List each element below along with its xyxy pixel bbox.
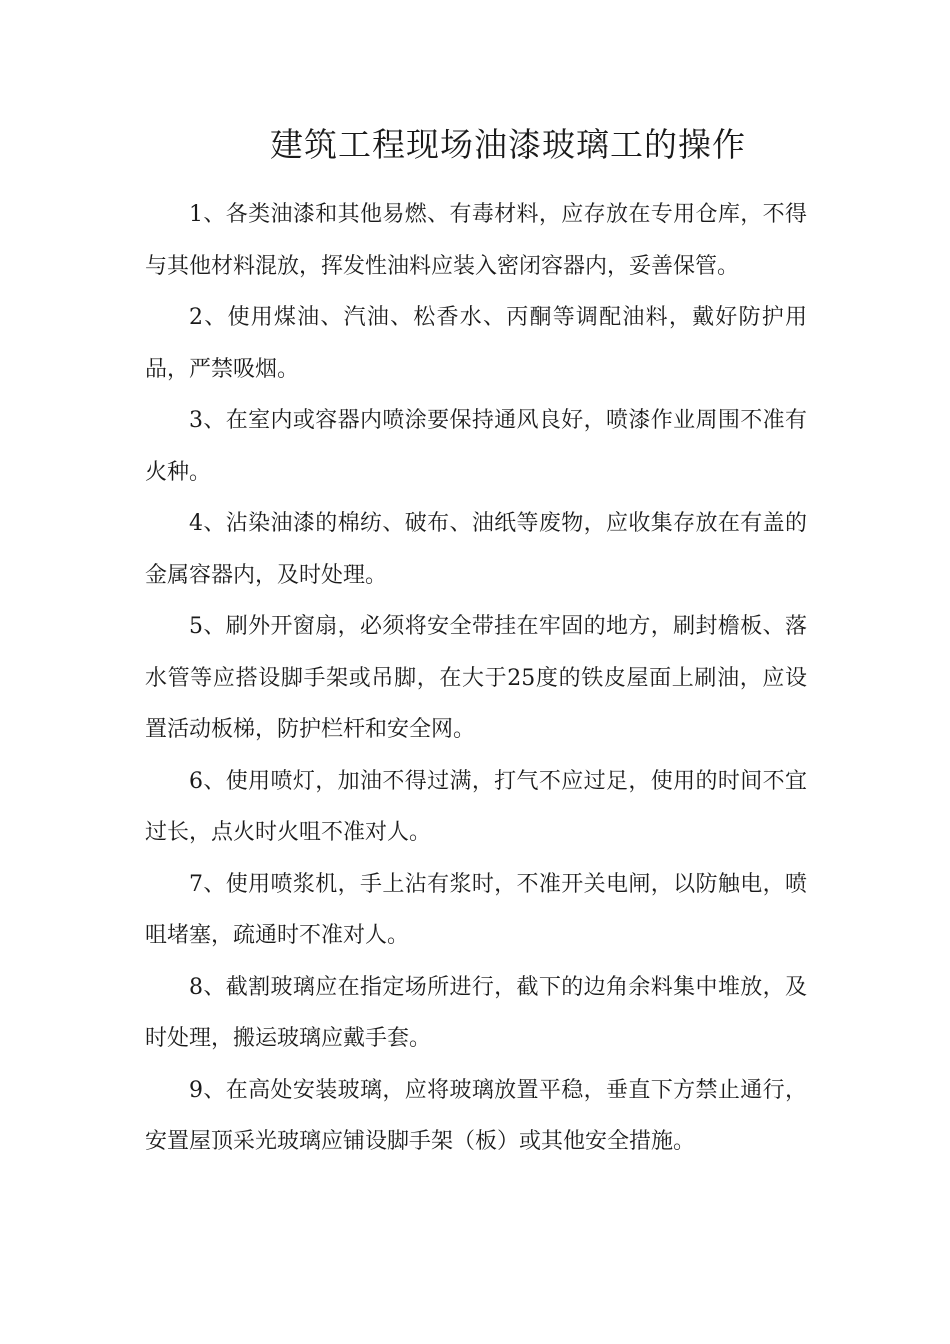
rules-list — [145, 189, 807, 1168]
document-title: 建筑工程现场油漆玻璃工的操作 — [270, 125, 746, 164]
rule-item-9: 9、在高处安装玻璃，应将玻璃放置平稳，垂直下方禁止通行，安置屋顶采光玻璃应铺设脚手架（板）或其他安全措施。 — [145, 1077, 807, 1154]
rule-item-3: 3、在室内或容器内喷涂要保持通风良好，喷漆作业周围不准有火种。 — [145, 408, 807, 485]
rule-item-7: 7、使用喷浆机，手上沾有浆时，不准开关电闸，以防触电，喷咀堵塞，疏通时不准对人。 — [145, 871, 807, 948]
rule-item-4: 4、沾染油漆的棉纺、破布、油纸等废物，应收集存放在有盖的金属容器内，及时处理。 — [145, 511, 807, 588]
rule-item-6: 6、使用喷灯，加油不得过满，打气不应过足，使用的时间不宜过长，点火时火咀不准对人。 — [145, 768, 807, 845]
rule-item-2: 2、使用煤油、汽油、松香水、丙酮等调配油料，戴好防护用品，严禁吸烟。 — [145, 305, 807, 382]
rule-item-8: 8、截割玻璃应在指定场所进行，截下的边角余料集中堆放，及时处理，搬运玻璃应戴手套。 — [145, 974, 807, 1051]
rule-item-1: 1、各类油漆和其他易燃、有毒材料，应存放在专用仓库，不得与其他材料混放，挥发性油料应装入密闭容器内，妥善保管。 — [145, 202, 807, 279]
rule-item-5: 5、刷外开窗扇，必须将安全带挂在牢固的地方，刷封檐板、落水管等应搭设脚手架或吊脚，在大于25度的铁皮屋面上刷油，应设置活动板梯，防护栏杆和安全网。 — [145, 614, 807, 742]
